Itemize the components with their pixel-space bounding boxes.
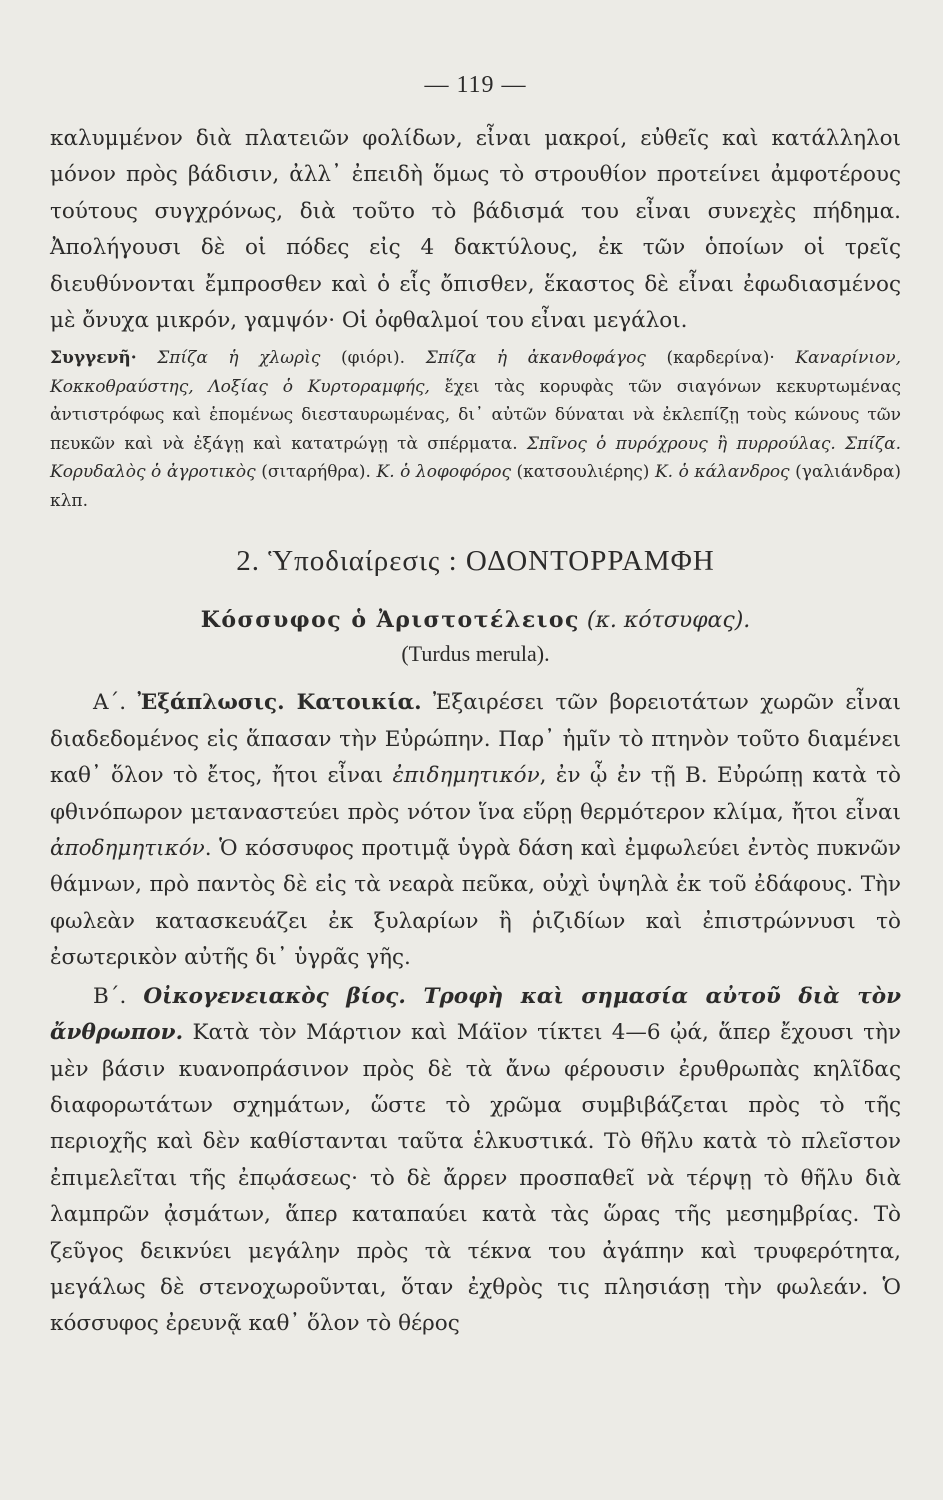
species-heading [50,604,901,637]
relatives-paragraph [50,344,901,515]
species-latin-name: (Turdus merula). [401,641,550,667]
relatives-segment: Κ. ὁ κάλανδρος [654,462,790,483]
paragraph-a-segment: . Ὁ κόσσυφος προτιμᾷ ὑγρὰ δάση καὶ ἐμφωλεύει ἐντὸς πυκνῶν θάμνων, πρὸ παντὸς δὲ εἰς τὰ νεαρὰ πεῦκα, οὐχὶ ὑψηλὰ ἐκ τοῦ ἐδάφους. Τὴν φωλεὰν κατασκευάζει ἐκ ξυλαρίων ἢ ῥιζιδίων καὶ ἐπιστρώννυσι τὸ ἐσωτερικὸν αὐτῆς δι᾽ ὑγρᾶς γῆς. [50,836,901,971]
paragraph-a-number: Α΄. [93,690,127,716]
paragraph-a-segment: ἐπιδημητικόν [392,763,540,789]
paragraph-a-segment: Ἐξαιρέσει τῶν βορειοτάτων χωρῶν εἶναι διαδεδομένος εἰς ἅπασαν τὴν Εὐρώπην. Παρ᾽ ἡμῖν τὸ πτηνὸν τοῦτο διαμένει καθ᾽ ὅλον τὸ ἔτος, ἤτοι εἶναι [50,690,901,789]
relatives-segment: (κατσουλιέρης) [510,462,655,483]
species-common-name: (κ. κότσυφας). [586,608,751,634]
paragraph-a-title: Ἐξάπλωσις. Κατοικία. [137,690,422,716]
paragraph-a-segment: , ἐν ᾧ ἐν τῇ Β. Εὐρώπῃ κατὰ τὸ φθινόπωρον μεταναστεύει πρὸς νότον ἵνα εὕρῃ θερμότερον κλίμα, ἤτοι εἶναι [50,763,901,825]
relatives-segment: Κ. ὁ λοφοφόρος [376,462,511,483]
paragraph-a-segment: ἀποδημητικόν [50,836,205,862]
relatives-segment: (φιόρι). [320,348,426,369]
paragraph-b-text: Κατὰ τὸν Μάρτιον καὶ Μάϊον τίκτει 4—6 ᾠά, ἅπερ ἔχουσι τὴν μὲν βάσιν κυανοπράσινον πρὸς δὲ τὰ ἄνω φέρουσιν ἐρυθρωπὰς κηλῖδας διαφορωτάτων σχημάτων, ὥστε τὸ χρῶμα συμβιβάζεται πρὸς τὸ τῆς περιοχῆς καὶ δὲν καθίστανται ταῦτα ἑλκυστικά. Τὸ θῆλυ κατὰ τὸ πλεῖστον ἐπιμελεῖται τῆς ἐπῳάσεως· τὸ δὲ ἄρρεν προσπαθεῖ νὰ τέρψῃ τὸ θῆλυ διὰ λαμπρῶν ᾀσμάτων, ἅπερ καταπαύει κατὰ τὰς ὥρας τῆς μεσημβρίας. Τὸ ζεῦγος δεικνύει μεγάλην πρὸς τὰ τέκνα του ἀγάπην καὶ τρυφερότητα, μεγάλως δὲ στενοχωροῦνται, ὅταν ἐχθρὸς τις πλησιάσῃ τὴν φωλεάν. Ὁ κόσσυφος ἐρευνᾷ καθ᾽ ὅλον τὸ θέρος [50,1020,901,1337]
paragraph-b-number: Β΄. [93,983,127,1009]
section-heading: 2. Ὑποδιαίρεσις : ΟΔΟΝΤΟΡΡΑΜΦΗ [236,545,715,578]
relatives-segment: Σπῖνος ὁ πυρόχρους ἢ πυρρούλας. Σπίζα. Κορυδαλὸς ὁ ἀγροτικὸς [50,433,901,483]
relatives-segment: Σπίζα ἡ ἀκανθοφάγος [425,348,646,369]
page-number: — 119 — [424,72,527,98]
intro-paragraph: καλυμμένον διὰ πλατειῶν φολίδων, εἶναι μακροί, εὐθεῖς καὶ κατάλληλοι μόνον πρὸς βάδισιν, ἀλλ᾽ ἐπειδὴ ὅμως τὸ στρουθίον προτείνει ἀμφοτέρους τούτους συγχρόνως, διὰ τοῦτο τὸ βάδισμά του εἶναι συνεχὲς πήδημα. Ἀπολήγουσι δὲ οἱ πόδες εἰς 4 δακτύλους, ἐκ τῶν ὁποίων οἱ τρεῖς διευθύνονται ἔμπροσθεν καὶ ὁ εἷς ὄπισθεν, ἕκαστος δὲ εἶναι ἐφωδιασμένος μὲ ὄνυχα μικρόν, γαμψόν· Οἱ ὀφθαλμοί του εἶναι μεγάλοι. [50,126,901,334]
species-name: Κόσσυφος ὁ Ἀριστοτέλειος [200,607,580,634]
relatives-segment: (σιταρήθρα). [255,462,377,483]
relatives-label: Συγγενῆ· [50,348,137,369]
relatives-segment: (καρδερίνα)· [645,348,796,369]
relatives-segment: Σπίζα ἡ χλωρὶς [157,348,321,369]
relatives-segment: (γαλιάνδρα) κλπ. [50,462,902,511]
relatives-segment: ἔχει τὰς κορυφὰς τῶν σιαγόνων κεκυρτωμένας ἀντιστρόφως καὶ ἑπομένως διεσταυρωμένας, δι᾽ αὐτῶν δύναται νὰ ἐκλεπίζῃ τοὺς κώνους τῶν πευκῶν καὶ νὰ ἐξάγῃ καὶ κατατρώγῃ τὰ σπέρματα. [50,376,901,454]
paragraph-a [50,685,901,976]
paragraph-b-title: Οἰκογενειακὸς βίος. Τροφὴ καὶ σημασία αὐτοῦ διὰ τὸν ἄνθρωπον. [50,983,901,1046]
paragraph-b [50,979,901,1343]
relatives-segment: Καναρίνιον, Κοκκοθραύστης, Λοξίας ὁ Κυρτοραμφής, [50,348,901,397]
